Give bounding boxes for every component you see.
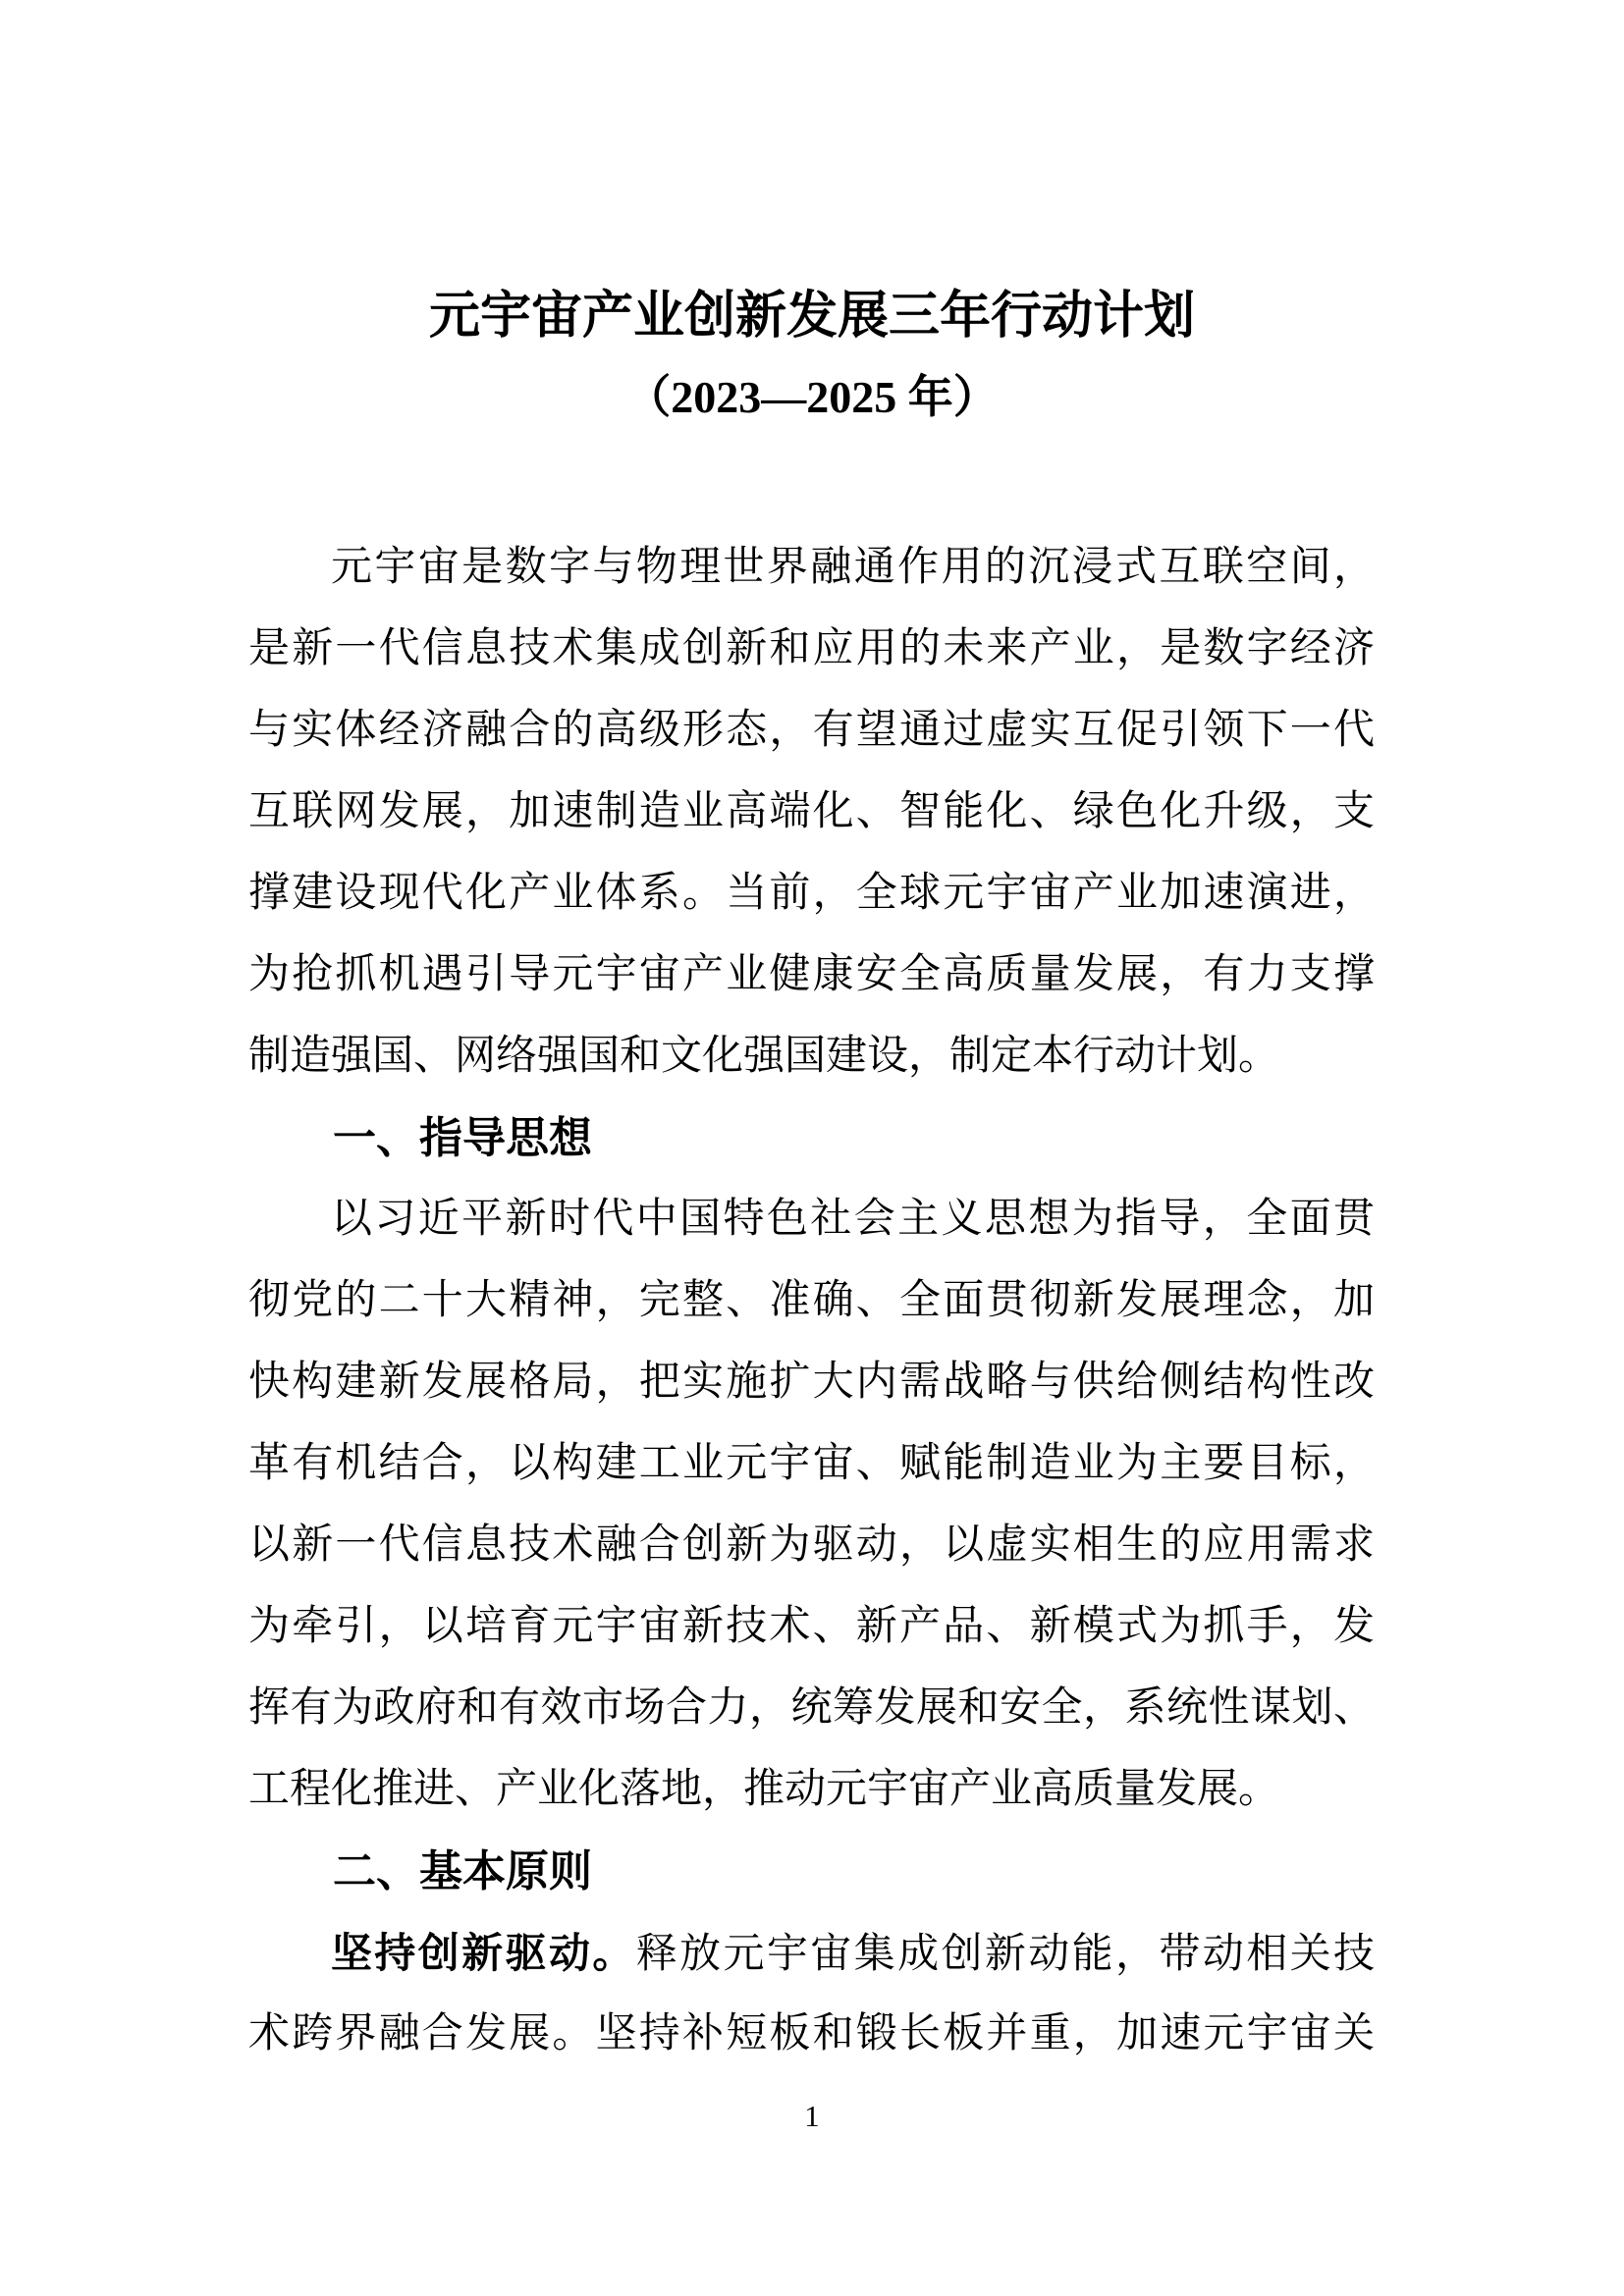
text-line: 互联网发展，加速制造业高端化、智能化、绿色化升级，支 xyxy=(248,789,1375,834)
text-line: 以习近平新时代中国特色社会主义思想为指导，全面贯 xyxy=(331,1197,1375,1242)
text-line: 坚持创新驱动。释放元宇宙集成创新动能，带动相关技 xyxy=(331,1930,1375,1977)
paragraph xyxy=(248,1912,1375,2075)
document-subtitle: （2023—2025 年） xyxy=(625,372,999,422)
text-line: 快构建新发展格局，把实施扩大内需战略与供给侧结构性改 xyxy=(248,1360,1375,1405)
text-line: 制造强国、网络强国和文化强国建设，制定本行动计划。 xyxy=(248,1034,1280,1079)
text-line: 为抢抓机遇引导元宇宙产业健康安全高质量发展，有力支撑 xyxy=(248,952,1375,997)
document-body xyxy=(248,527,1375,2075)
text-line: 元宇宙是数字与物理世界融通作用的沉浸式互联空间， xyxy=(331,545,1375,590)
text-line: 撑建设现代化产业体系。当前，全球元宇宙产业加速演进， xyxy=(248,871,1375,916)
text-line: 挥有为政府和有效市场合力，统筹发展和安全，系统性谋划、 xyxy=(248,1685,1375,1731)
text-line: 革有机结合，以构建工业元宇宙、赋能制造业为主要目标， xyxy=(248,1441,1375,1486)
text-line: 术跨界融合发展。坚持补短板和锻长板并重，加速元宇宙关 xyxy=(248,2011,1375,2056)
document-title: 元宇宙产业创新发展三年行动计划 xyxy=(428,289,1195,345)
paragraph xyxy=(248,1179,1375,1831)
text-line: 彻党的二十大精神，完整、准确、全面贯彻新发展理念，加 xyxy=(248,1278,1375,1323)
section-heading: 一、指导思想 xyxy=(333,1114,592,1162)
text-line: 工程化推进、产业化落地，推动元宇宙产业高质量发展。 xyxy=(248,1767,1280,1812)
page-number: 1 xyxy=(804,2099,820,2133)
paragraph xyxy=(248,527,1375,1097)
section-heading: 二、基本原则 xyxy=(333,1847,592,1896)
bold-lead-in: 坚持创新驱动。 xyxy=(331,1930,636,1976)
text-line: 为牵引，以培育元宇宙新技术、新产品、新模式为抓手，发 xyxy=(248,1604,1375,1649)
text-line: 以新一代信息技术融合创新为驱动，以虚实相生的应用需求 xyxy=(248,1522,1375,1568)
text-line: 是新一代信息技术集成创新和应用的未来产业，是数字经济 xyxy=(248,626,1375,671)
text-line: 与实体经济融合的高级形态，有望通过虚实互促引领下一代 xyxy=(248,708,1375,753)
